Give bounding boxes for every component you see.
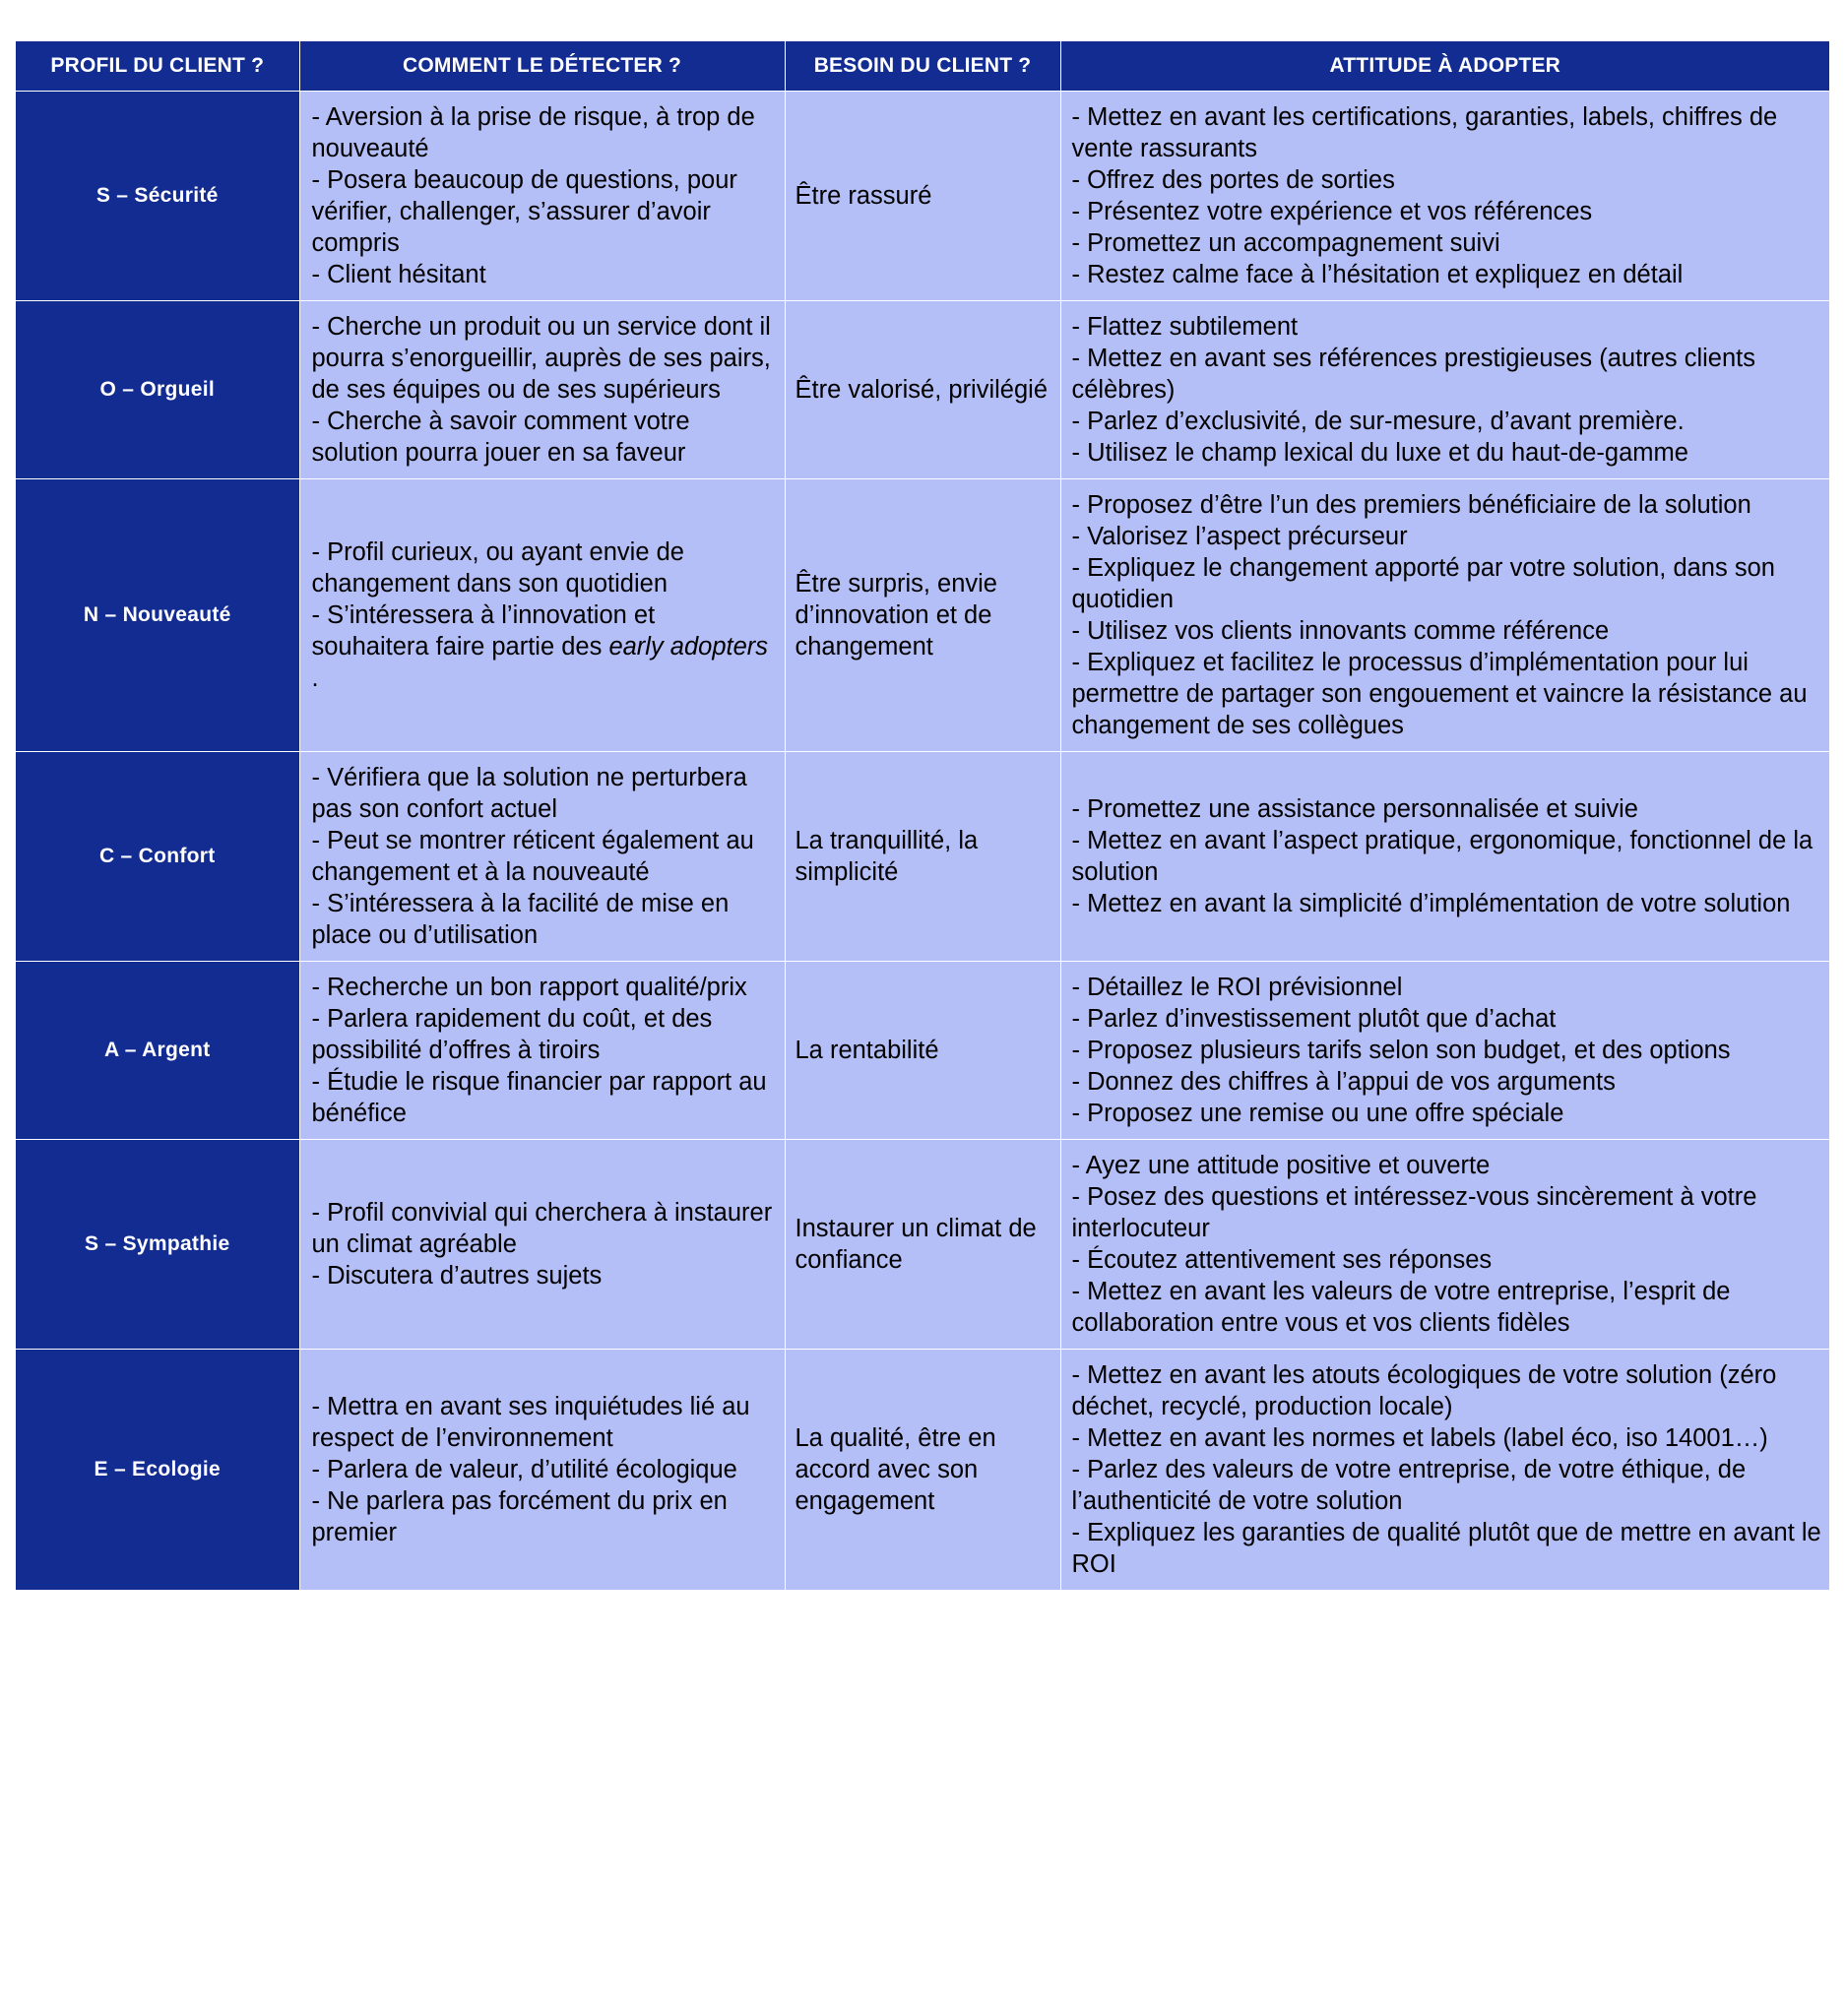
cell-line: - S’intéressera à la facilité de mise en place ou d’utilisation [311,890,730,949]
cell-line: - Proposez d’être l’un des premiers bénéficiaire de la solution [1071,491,1751,519]
cell-line: - Expliquez le changement apporté par votre solution, dans son quotidien [1071,554,1775,613]
cell-line: - Discutera d’autres sujets [311,1262,603,1290]
page-bottom-margin [0,1975,1845,2016]
cell-line: - Proposez plusieurs tarifs selon son budget, et des options [1071,1037,1731,1064]
profil-label: A – Argent [16,962,299,1140]
cell-line: Être valorisé, privilégié [795,376,1049,404]
cell-line: Être rassuré [795,182,932,210]
cell-line: La rentabilité [795,1037,939,1064]
attitude-cell [1060,479,1829,752]
cell-line: - Recherche un bon rapport qualité/prix [311,974,747,1001]
table-row [16,752,1829,962]
cell-line: - Parlez d’investissement plutôt que d’achat [1071,1005,1557,1033]
cell-line: - Parlez des valeurs de votre entreprise, de votre éthique, de l’authenticité de votre solution [1071,1456,1747,1515]
attitude-cell [1060,1140,1829,1350]
table-row [16,962,1829,1140]
besoin-cell [785,479,1060,752]
cell-line: - Mettez en avant les valeurs de votre entreprise, l’esprit de collaboration entre vous et vos clients fidèles [1071,1278,1731,1337]
cell-line: - Valorisez l’aspect précurseur [1071,523,1408,550]
attitude-cell [1060,962,1829,1140]
cell-line: - Mettra en avant ses inquiétudes lié au respect de l’environnement [311,1393,750,1452]
header-row [16,41,1829,92]
cell-line: - Flattez subtilement [1071,313,1299,341]
soncas-table [16,41,1829,1591]
cell-line: - Ayez une attitude positive et ouverte [1071,1152,1491,1179]
cell-line: - Posez des questions et intéressez-vous sincèrement à votre interlocuteur [1071,1183,1757,1242]
cell-line: - Utilisez le champ lexical du luxe et du haut-de-gamme [1071,439,1688,467]
cell-line: - S’intéressera à l’innovation et souhaitera faire partie des early adopters . [311,601,769,692]
table-row [16,1140,1829,1350]
profil-label: N – Nouveauté [16,479,299,752]
cell-line: - Mettez en avant les certifications, garanties, labels, chiffres de vente rassurants [1071,103,1778,162]
cell-line: - Présentez votre expérience et vos références [1071,198,1593,225]
table-row [16,1350,1829,1591]
cell-line: - Détaillez le ROI prévisionnel [1071,974,1403,1001]
cell-line: - Promettez une assistance personnalisée et suivie [1071,795,1638,823]
cell-line: - Utilisez vos clients innovants comme référence [1071,617,1610,645]
cell-line: - Expliquez et facilitez le processus d’implémentation pour lui permettre de partager son engouement et vaincre la résistance au changement de ses collègues [1071,649,1808,739]
besoin-cell [785,1140,1060,1350]
cell-line: - Mettez en avant la simplicité d’implémentation de votre solution [1071,890,1791,917]
cell-line: La qualité, être en accord avec son engagement [795,1424,996,1515]
besoin-cell [785,752,1060,962]
profil-label: E – Ecologie [16,1350,299,1591]
table-header [16,41,1829,92]
attitude-cell [1060,1350,1829,1591]
profil-label: S – Sécurité [16,92,299,301]
profil-label: C – Confort [16,752,299,962]
cell-line: - Restez calme face à l’hésitation et expliquez en détail [1071,261,1684,288]
profil-label: O – Orgueil [16,301,299,479]
cell-line: - Cherche un produit ou un service dont il pourra s’enorgueillir, auprès de ses pairs, de ses équipes ou de ses supérieurs [311,313,771,404]
cell-line: - Offrez des portes de sorties [1071,166,1395,194]
cell-line: - Écoutez attentivement ses réponses [1071,1246,1493,1274]
cell-line: - Mettez en avant les atouts écologiques de votre solution (zéro déchet, recyclé, production locale) [1071,1361,1777,1420]
cell-line: - Étudie le risque financier par rapport au bénéfice [311,1068,767,1127]
besoin-cell [785,92,1060,301]
cell-line: - Proposez une remise ou une offre spéciale [1071,1100,1564,1127]
besoin-cell [785,962,1060,1140]
cell-line: - Mettez en avant les normes et labels (label éco, iso 14001…) [1071,1424,1768,1452]
table-body [16,92,1829,1591]
cell-line: - Aversion à la prise de risque, à trop de nouveauté [311,103,755,162]
besoin-cell [785,301,1060,479]
cell-line: - Parlez d’exclusivité, de sur-mesure, d’avant première. [1071,408,1685,435]
table-row [16,479,1829,752]
cell-line: - Posera beaucoup de questions, pour vérifier, challenger, s’assurer d’avoir compris [311,166,737,257]
cell-line: - Vérifiera que la solution ne perturbera pas son confort actuel [311,764,747,823]
cell-line: - Profil convivial qui cherchera à instaurer un climat agréable [311,1199,773,1258]
detecter-cell [299,301,785,479]
cell-line: Être surpris, envie d’innovation et de changement [795,570,997,661]
detecter-cell [299,92,785,301]
cell-line: - Profil curieux, ou ayant envie de changement dans son quotidien [311,538,684,598]
detecter-cell [299,1350,785,1591]
detecter-cell [299,752,785,962]
detecter-cell [299,479,785,752]
column-header-besoin: BESOIN DU CLIENT ? [785,41,1060,92]
attitude-cell [1060,301,1829,479]
table-row [16,92,1829,301]
column-header-profil: PROFIL DU CLIENT ? [16,41,299,92]
column-header-detecter: COMMENT LE DÉTECTER ? [299,41,785,92]
table-row [16,301,1829,479]
cell-line: - Donnez des chiffres à l’appui de vos arguments [1071,1068,1616,1096]
cell-line: - Cherche à savoir comment votre solution pourra jouer en sa faveur [311,408,690,467]
besoin-cell [785,1350,1060,1591]
attitude-cell [1060,92,1829,301]
cell-line: - Mettez en avant l’aspect pratique, ergonomique, fonctionnel de la solution [1071,827,1813,886]
cell-line: - Ne parlera pas forcément du prix en premier [311,1487,728,1546]
column-header-attitude: ATTITUDE À ADOPTER [1060,41,1829,92]
cell-line: - Mettez en avant ses références prestigieuses (autres clients célèbres) [1071,345,1755,404]
cell-line: La tranquillité, la simplicité [795,827,979,886]
cell-line: - Peut se montrer réticent également au changement et à la nouveauté [311,827,754,886]
detecter-cell [299,962,785,1140]
cell-line: Instaurer un climat de confiance [795,1215,1037,1274]
cell-line: - Parlera de valeur, d’utilité écologique [311,1456,737,1483]
cell-line: - Client hésitant [311,261,486,288]
emphasis-text: early adopters [608,633,769,661]
detecter-cell [299,1140,785,1350]
cell-line: - Expliquez les garanties de qualité plutôt que de mettre en avant le ROI [1071,1519,1821,1578]
cell-line: - Promettez un accompagnement suivi [1071,229,1500,257]
profil-label: S – Sympathie [16,1140,299,1350]
cell-line: - Parlera rapidement du coût, et des possibilité d’offres à tiroirs [311,1005,713,1064]
attitude-cell [1060,752,1829,962]
